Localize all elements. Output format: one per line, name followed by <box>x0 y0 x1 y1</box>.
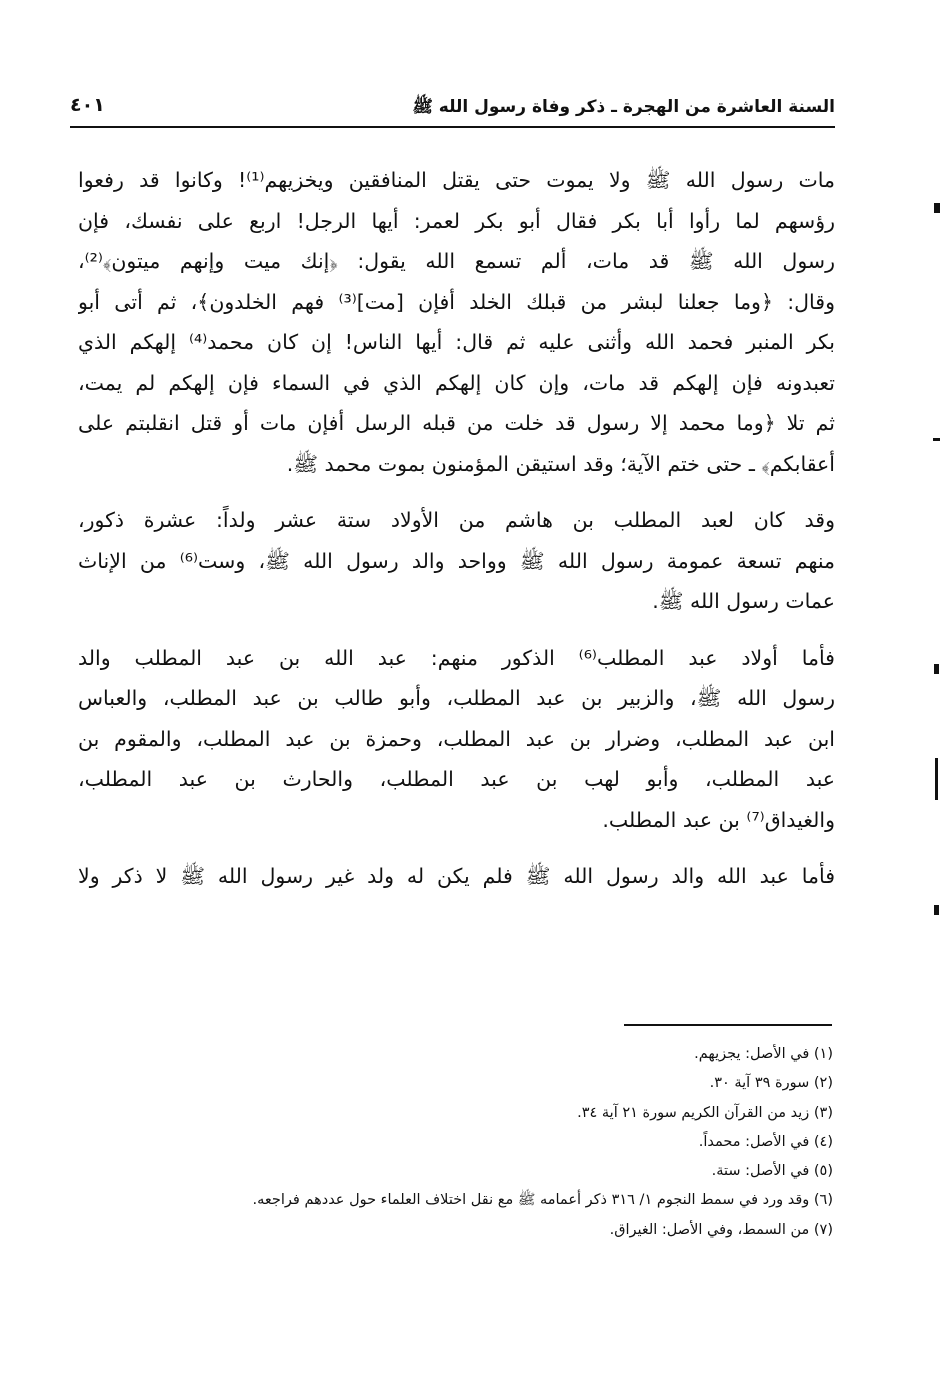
scan-edge-mark <box>935 758 938 800</box>
text-line: فأما عبد الله والد رسول الله ﷺ فلم يكن له ولد غير رسول الله ﷺ لا ذكر ولا <box>78 864 835 888</box>
footnotes <box>90 1040 833 1245</box>
text-line: عبد المطلب، وأبو لهب بن عبد المطلب، والحارث بن عبد المطلب، <box>78 767 835 791</box>
text-line: ابن عبد المطلب، وضرار بن عبد المطلب، وحمزة بن عبد المطلب، والمقوم بن <box>78 726 835 751</box>
chapter-title: السنة العاشرة من الهجرة ـ ذكر وفاة رسول الله ﷺ <box>412 97 835 117</box>
text-line: رسول الله ﷺ قد مات، ألم تسمع الله يقول: ﴿إنك ميت وإنهم ميتون﴾⁽²⁾، <box>78 249 835 273</box>
text-line: وقد كان لعبد المطلب بن هاشم من الأولاد ستة عشر ولداً: عشرة ذكور، <box>78 508 835 532</box>
footnote: (٧) من السمط، وفي الأصل: الغيراق. <box>609 1221 833 1238</box>
running-header <box>70 92 835 128</box>
paragraph <box>78 160 835 484</box>
paragraph <box>78 856 835 897</box>
footnote: (١) في الأصل: يجزيهم. <box>694 1046 833 1062</box>
text-line: وقال: ﴿وما جعلنا لبشر من قبلك الخلد أفإن [مت]⁽³⁾ فهم الخلدون﴾، ثم أتى أبو <box>78 289 835 314</box>
text-line: منهم تسعة عمومة رسول الله ﷺ وواحد والد رسول الله ﷺ، وست⁽⁶⁾ من الإناث <box>78 548 835 573</box>
text-line: تعبدونه فإن إلهكم قد مات، وإن كان إلهكم الذي في السماء فإن إلهكم لم يمت، <box>78 370 835 395</box>
text-line: أعقابكم﴾ ـ حتى ختم الآية؛ وقد استيقن المؤمنون بموت محمد ﷺ. <box>286 451 835 476</box>
text-line: رسول الله ﷺ، والزبير بن عبد المطلب، وأبو طالب بن عبد المطلب، والعباس <box>78 686 835 710</box>
text-line: بكر المنبر فحمد الله وأثنى عليه ثم قال: أيها الناس! إن كان محمد⁽⁴⁾ إلهكم الذي <box>78 330 835 354</box>
footnote: (٣) زيد من القرآن الكريم سورة ٢١ آية ٣٤. <box>577 1104 833 1121</box>
footnote: (٢) سورة ٣٩ آية ٣٠. <box>709 1075 833 1092</box>
footnote-separator <box>624 1024 832 1026</box>
footnote: (٤) في الأصل: محمداً. <box>698 1133 833 1150</box>
scan-edge-mark <box>934 203 940 213</box>
paragraph <box>78 500 835 622</box>
paragraph <box>78 638 835 841</box>
main-text <box>78 160 835 897</box>
text-line: فأما أولاد عبد المطلب⁽⁶⁾ الذكور منهم: عبد الله بن عبد المطلب والد <box>78 645 835 670</box>
footnote: (٦) وقد ورد في سمط النجوم ١/ ٣١٦ ذكر أعمامه ﷺ مع نقل اختلاف العلماء حول عددهم فراجعه. <box>252 1192 833 1209</box>
scan-edge-mark <box>933 438 940 441</box>
text-line: رؤسهم لما رأوا أبا بكر فقال أبو بكر لعمر: أيها الرجل! اربع على نفسك، فإن <box>78 208 835 233</box>
page-number: ٤٠١ <box>70 94 105 116</box>
scan-edge-mark <box>934 905 939 915</box>
footnote: (٥) في الأصل: ستة. <box>711 1163 833 1180</box>
text-line: مات رسول الله ﷺ ولا يموت حتى يقتل المنافقين ويخزيهم⁽¹⁾! وكانوا قد رفعوا <box>78 168 835 192</box>
text-line: ثم تلا ﴿وما محمد إلا رسول قد خلت من قبله الرسل أفإن مات أو قتل انقلبتم على <box>78 411 835 435</box>
text-line: عمات رسول الله ﷺ. <box>652 589 835 613</box>
scan-edge-mark <box>934 664 939 674</box>
text-line: والغيداق⁽⁷⁾ بن عبد المطلب. <box>602 807 835 832</box>
